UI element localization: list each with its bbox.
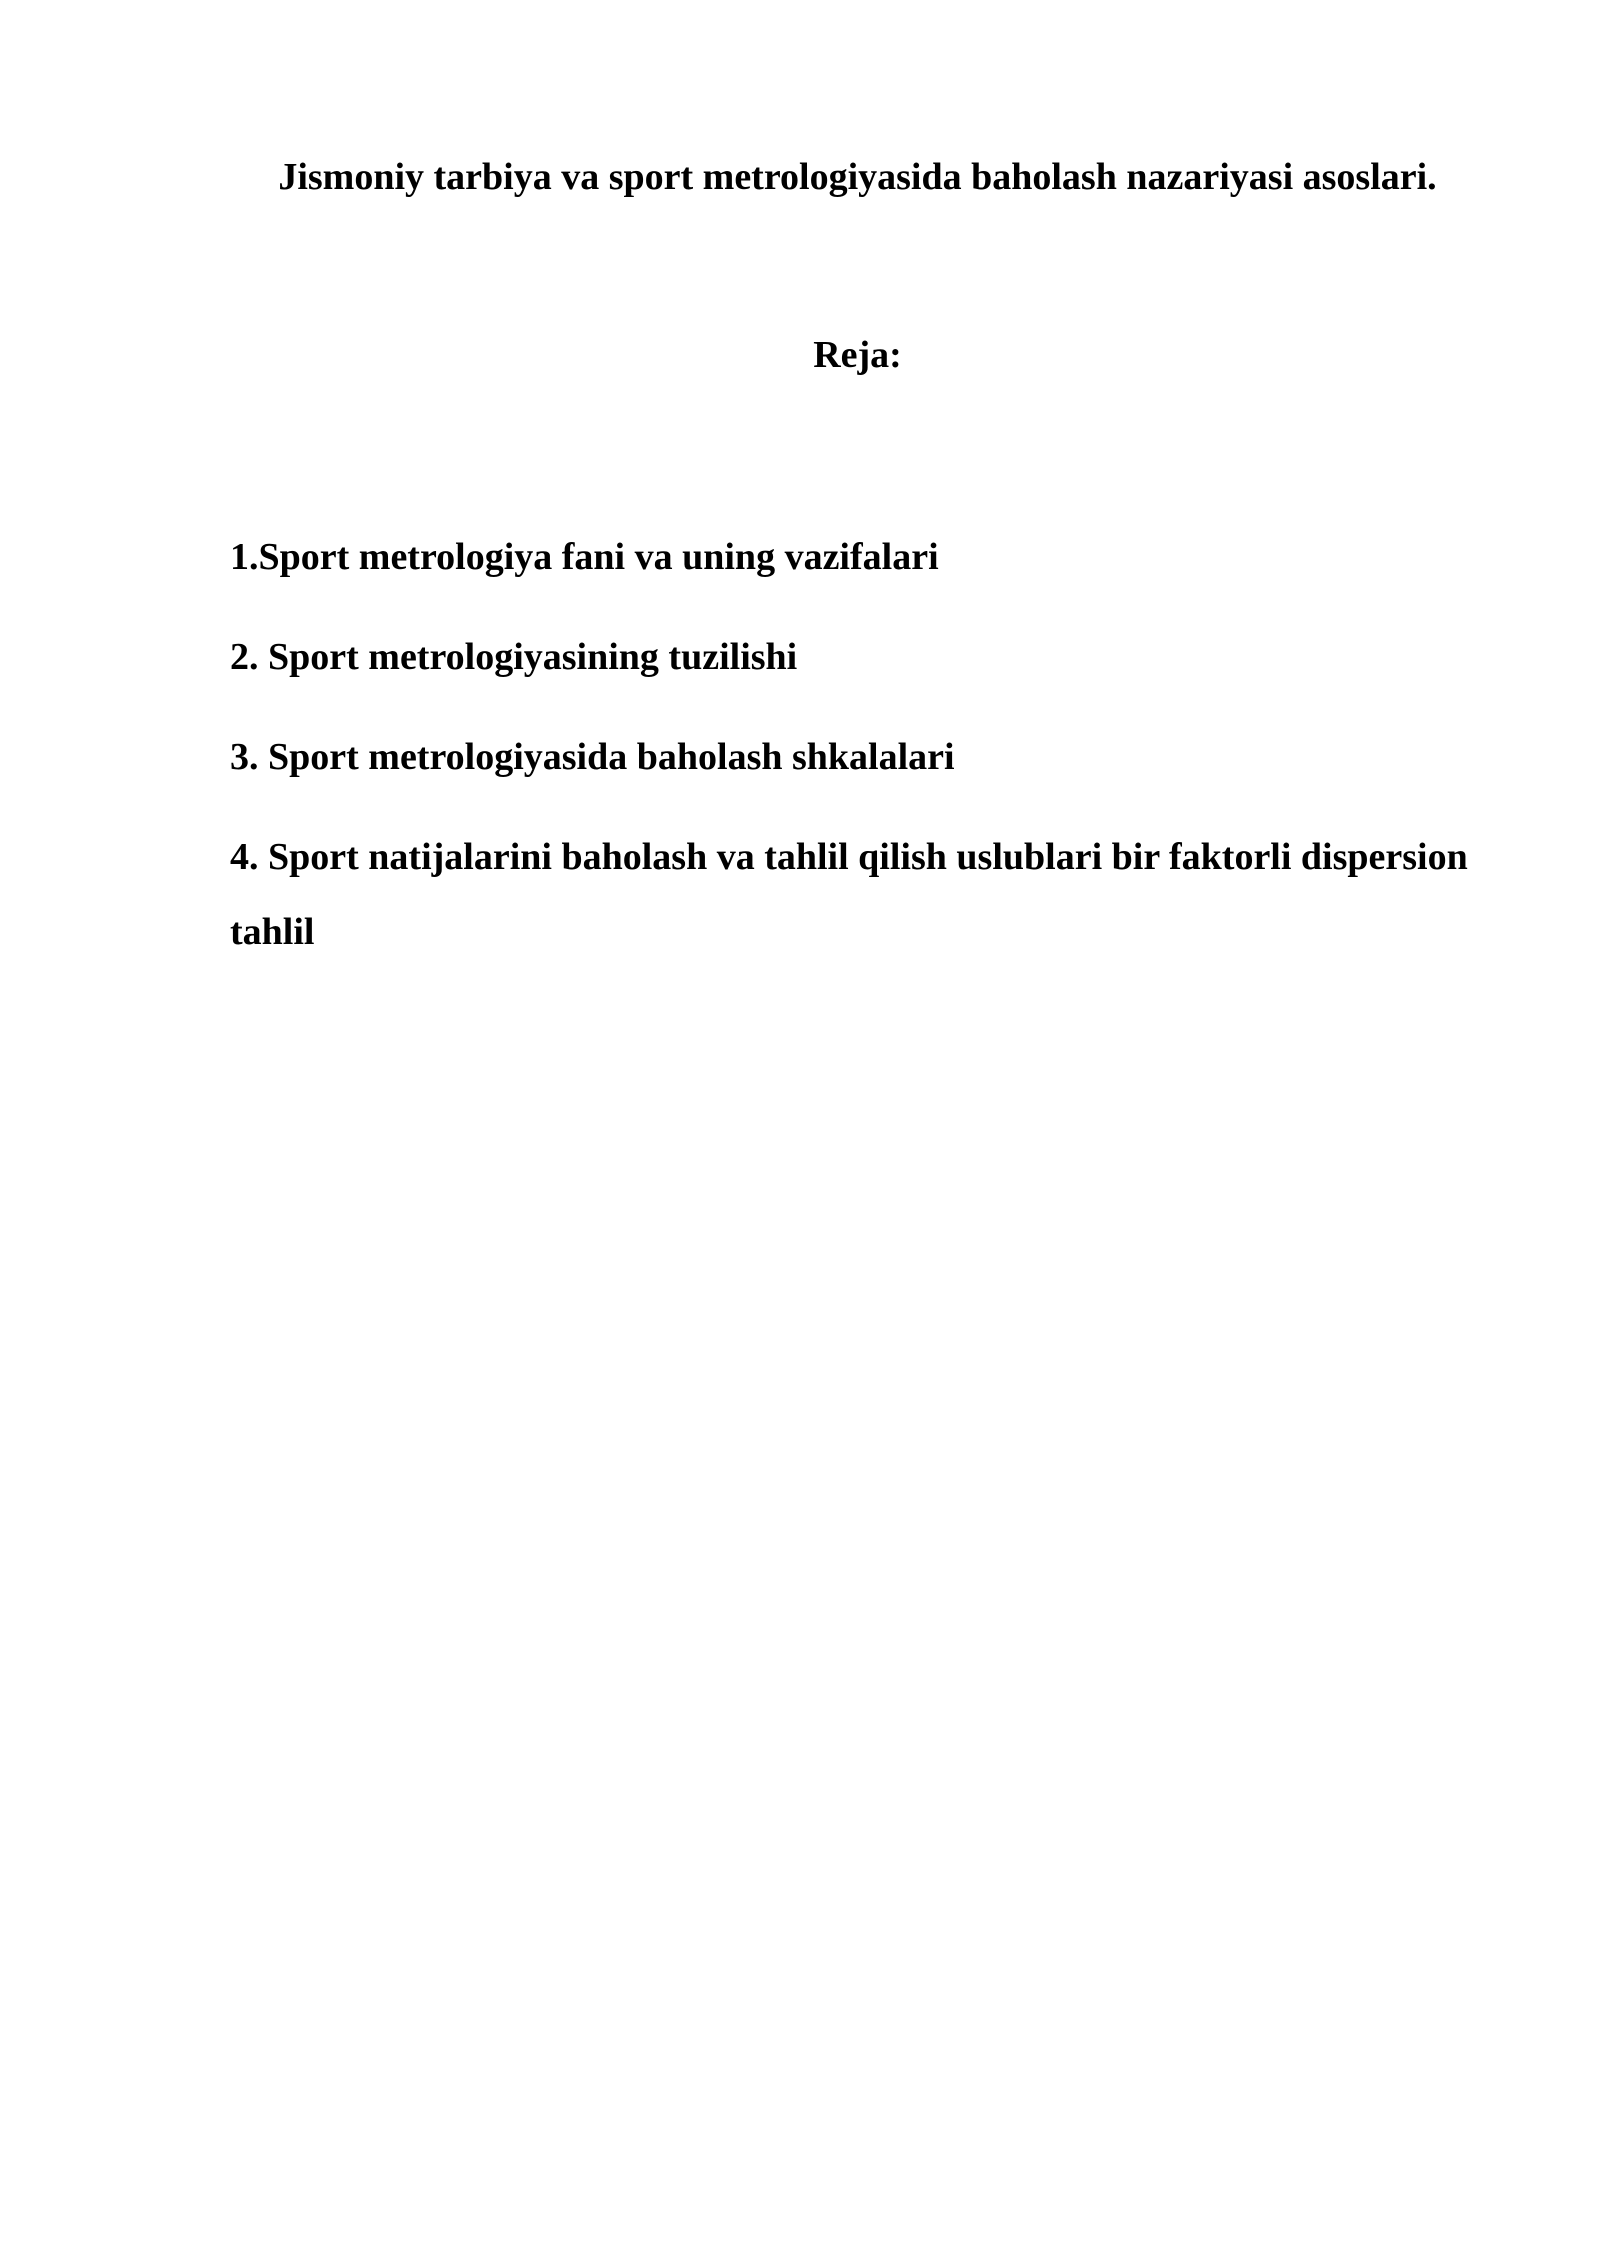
plan-item: 4. Sport natijalarini baholash va tahlil qilish uslublari bir faktorli dispersion tahlil (230, 836, 1468, 953)
plan-list (230, 520, 1485, 995)
plan-item: 2. Sport metrologiyasining tuzilishi (230, 636, 798, 678)
plan-item: 3. Sport metrologiyasida baholash shkalalari (230, 736, 955, 778)
plan-heading: Reja: (813, 334, 902, 376)
plan-item: 1.Sport metrologiya fani va uning vazifalari (230, 536, 939, 578)
document-title: Jismoniy tarbiya va sport metrologiyasida baholash nazariyasi asoslari. (278, 156, 1437, 198)
